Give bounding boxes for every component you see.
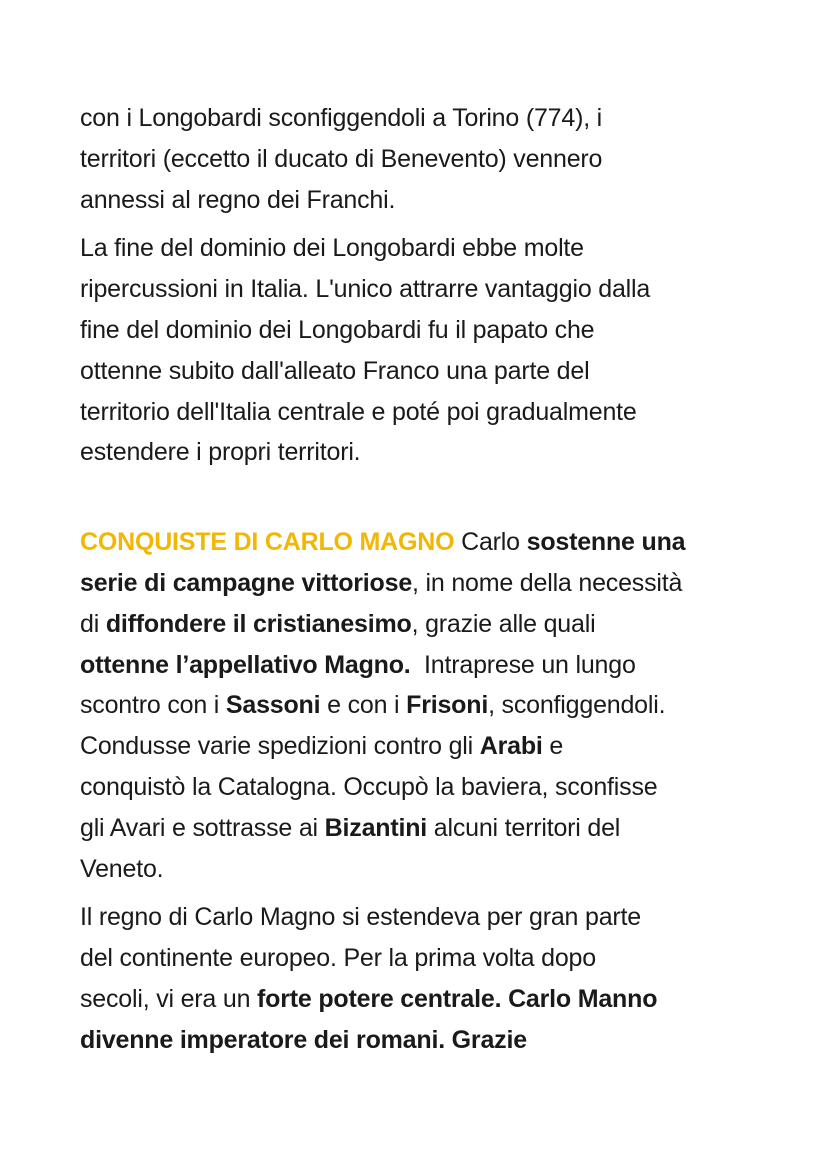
- text-span: ripercussioni in Italia. L'unico attrarre vantaggio dalla: [80, 275, 651, 304]
- text-span: , sconfiggendoli.: [488, 691, 666, 720]
- text-span: secoli, vi era un: [80, 984, 258, 1013]
- text-line: [80, 897, 760, 938]
- paragraph-conquiste-carlo-magno: [80, 522, 760, 889]
- text-span: e: [542, 732, 564, 761]
- text-span: gli Avari e sottrasse ai: [80, 813, 325, 842]
- text-line: [80, 938, 760, 979]
- text-line: [80, 849, 760, 890]
- paragraph-regno-carlo-magno: [80, 897, 760, 1060]
- text-line: [80, 767, 760, 808]
- text-span: alcuni territori del: [427, 813, 621, 842]
- text-span: scontro con i: [80, 691, 226, 720]
- text-line: [80, 979, 760, 1020]
- text-line: [80, 392, 760, 433]
- text-span: Carlo: [454, 528, 527, 557]
- text-span: con i Longobardi sconfiggendoli a Torino (774), i: [80, 104, 603, 132]
- text-span: La fine del dominio dei Longobardi ebbe molte: [80, 234, 584, 263]
- bold-span: Arabi: [479, 732, 543, 761]
- text-span: e con i: [320, 691, 407, 720]
- text-line: [80, 432, 760, 473]
- text-span: , in nome della necessità: [412, 568, 683, 597]
- text-line: [80, 726, 760, 767]
- bold-span: diffondere il cristianesimo: [105, 609, 412, 638]
- paragraph-spacer: [80, 220, 760, 228]
- text-span: territorio dell'Italia centrale e poté poi gradualmente: [80, 397, 637, 426]
- document-page: [80, 98, 760, 1061]
- text-line: [80, 310, 760, 351]
- text-line: [80, 228, 760, 269]
- text-span: Veneto.: [80, 854, 164, 883]
- bold-span: ottenne l’appellativo Magno.: [80, 650, 411, 679]
- text-line: [80, 139, 760, 180]
- text-line: [80, 604, 760, 645]
- text-line: [80, 522, 760, 563]
- text-span: territori (eccetto il ducato di Benevento) vennero: [80, 144, 603, 173]
- section-spacer: [80, 473, 760, 522]
- text-span: ottenne subito dall'alleato Franco una parte del: [80, 356, 590, 385]
- bold-span: divenne imperatore dei romani. Grazie: [80, 1025, 527, 1054]
- text-line: [80, 1020, 760, 1061]
- text-span: Intraprese un lungo: [410, 650, 636, 679]
- text-span: del continente europeo. Per la prima volta dopo: [80, 944, 596, 973]
- bold-span: Sassoni: [225, 691, 321, 720]
- text-line: [80, 269, 760, 310]
- text-line: [80, 685, 760, 726]
- text-span: annessi al regno dei Franchi.: [80, 185, 396, 214]
- section-heading: CONQUISTE DI CARLO MAGNO: [80, 528, 455, 557]
- text-span: Il regno di Carlo Magno si estendeva per gran parte: [80, 903, 641, 932]
- text-line: [80, 563, 760, 604]
- text-span: , grazie alle quali: [411, 609, 596, 638]
- bold-span: serie di campagne vittoriose: [80, 568, 413, 597]
- paragraph-spacer: [80, 889, 760, 897]
- bold-span: forte potere centrale. Carlo Manno: [257, 984, 658, 1013]
- paragraph-end-of-longobardi: [80, 228, 760, 473]
- text-span: di: [80, 609, 106, 638]
- text-line: [80, 351, 760, 392]
- bold-span: Bizantini: [324, 813, 428, 842]
- text-line: [80, 808, 760, 849]
- bold-span: sostenne una: [526, 528, 686, 557]
- paragraph-longobardi-annexation: [80, 98, 760, 220]
- text-line: [80, 180, 760, 221]
- bold-span: Frisoni: [406, 691, 489, 720]
- text-span: fine del dominio dei Longobardi fu il papato che: [80, 315, 595, 344]
- text-line: [80, 98, 760, 139]
- text-line: [80, 645, 760, 686]
- text-span: estendere i propri territori.: [80, 438, 361, 467]
- text-span: Condusse varie spedizioni contro gli: [80, 732, 480, 761]
- text-span: conquistò la Catalogna. Occupò la baviera, sconfisse: [80, 772, 658, 801]
